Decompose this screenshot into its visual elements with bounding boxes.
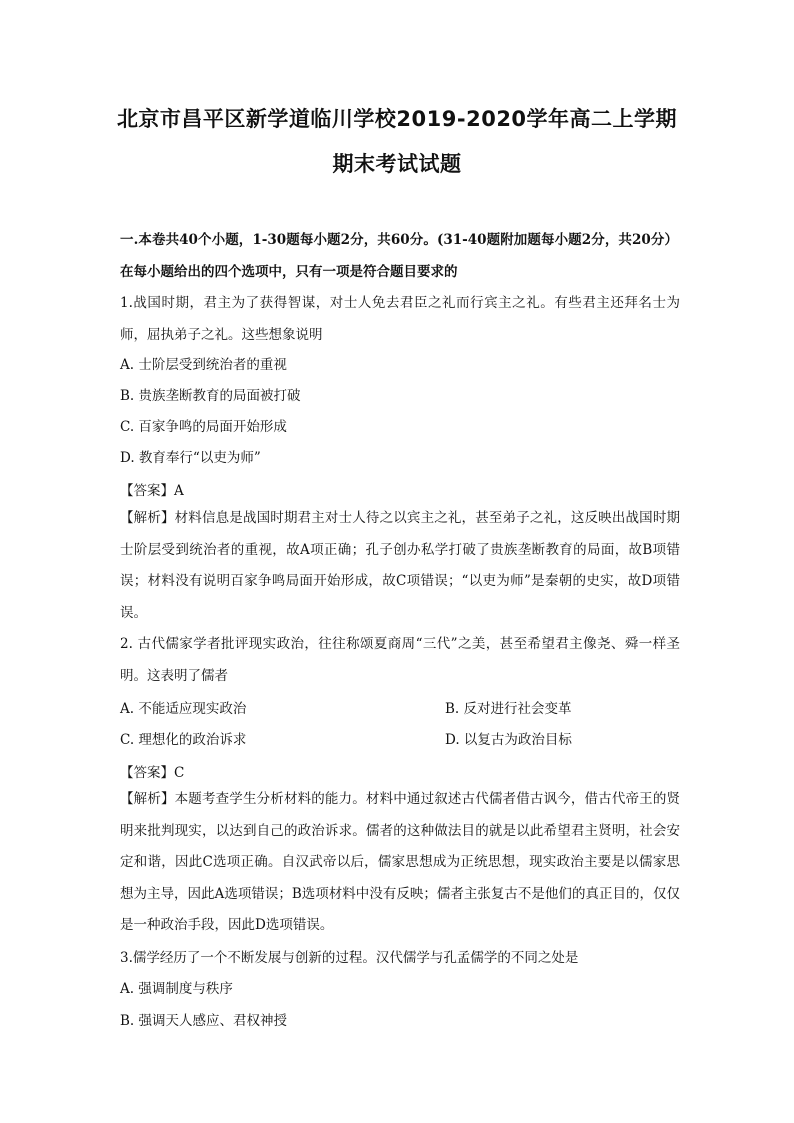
question-2-analysis: 【解析】本题考查学生分析材料的能力。材料中通过叙述古代儒者借古讽今，借古代帝王的贤明来批判现实，以达到自己的政治诉求。儒者的这种做法目的就是以此希望君主贤明，社会安定和谐，因此C选项正确。自汉武帝以后，儒家思想成为正统思想，现实政治主要是以儒家思想为主导，因此A选项错误；B选项材料中没有反映；儒者主张复古不是他们的真正目的，仅仅是一种政治手段，因此D选项错误。 xyxy=(120,791,680,933)
question-1-stem: 1.战国时期，君主为了获得智谋，对士人免去君臣之礼而行宾主之礼。有些君主还拜名士为师，屈执弟子之礼。这些想象说明 xyxy=(120,295,680,343)
question-2-option-b: B. 反对进行社会变革 xyxy=(445,701,572,717)
question-3-option-a: A. 强调制度与秩序 xyxy=(120,981,233,997)
question-1-option-c: C. 百家争鸣的局面开始形成 xyxy=(120,419,287,435)
question-2-option-d: D. 以复古为政治目标 xyxy=(445,732,572,748)
question-3-option-b: B. 强调天人感应、君权神授 xyxy=(120,1013,288,1029)
question-1-answer: 【答案】A xyxy=(120,483,184,499)
question-1-option-a: A. 士阶层受到统治者的重视 xyxy=(120,357,287,373)
question-2-option-a: A. 不能适应现实政治 xyxy=(120,701,247,717)
question-2-stem: 2. 古代儒家学者批评现实政治，往往称颂夏商周“三代”之美，甚至希望君主像尧、舜一样圣明。这表明了儒者 xyxy=(120,636,680,684)
document-title-line-1: 北京市昌平区新学道临川学校2019-2020学年高二上学期 xyxy=(116,107,678,131)
question-2-answer: 【答案】C xyxy=(120,765,185,781)
section-heading: 一.本卷共40个小题，1-30题每小题2分，共60分。(31-40题附加题每小题2分，共20分）在每小题给出的四个选项中，只有一项是符合题目要求的 xyxy=(120,232,678,280)
question-1-option-d: D. 教育奉行“以吏为师” xyxy=(120,450,261,466)
question-3-stem: 3.儒学经历了一个不断发展与创新的过程。汉代儒学与孔孟儒学的不同之处是 xyxy=(120,950,579,966)
question-2-option-c: C. 理想化的政治诉求 xyxy=(120,732,247,748)
question-1-option-b: B. 贵族垄断教育的局面被打破 xyxy=(120,388,301,404)
question-1-analysis: 【解析】材料信息是战国时期君主对士人待之以宾主之礼，甚至弟子之礼，这反映出战国时期士阶层受到统治者的重视，故A项正确；孔子创办私学打破了贵族垄断教育的局面，故B项错误；材料没有说明百家争鸣局面开始形成，故C项错误；“以吏为师”是秦朝的史实，故D项错误。 xyxy=(120,510,680,621)
document-title-line-2: 期末考试试题 xyxy=(332,152,462,176)
